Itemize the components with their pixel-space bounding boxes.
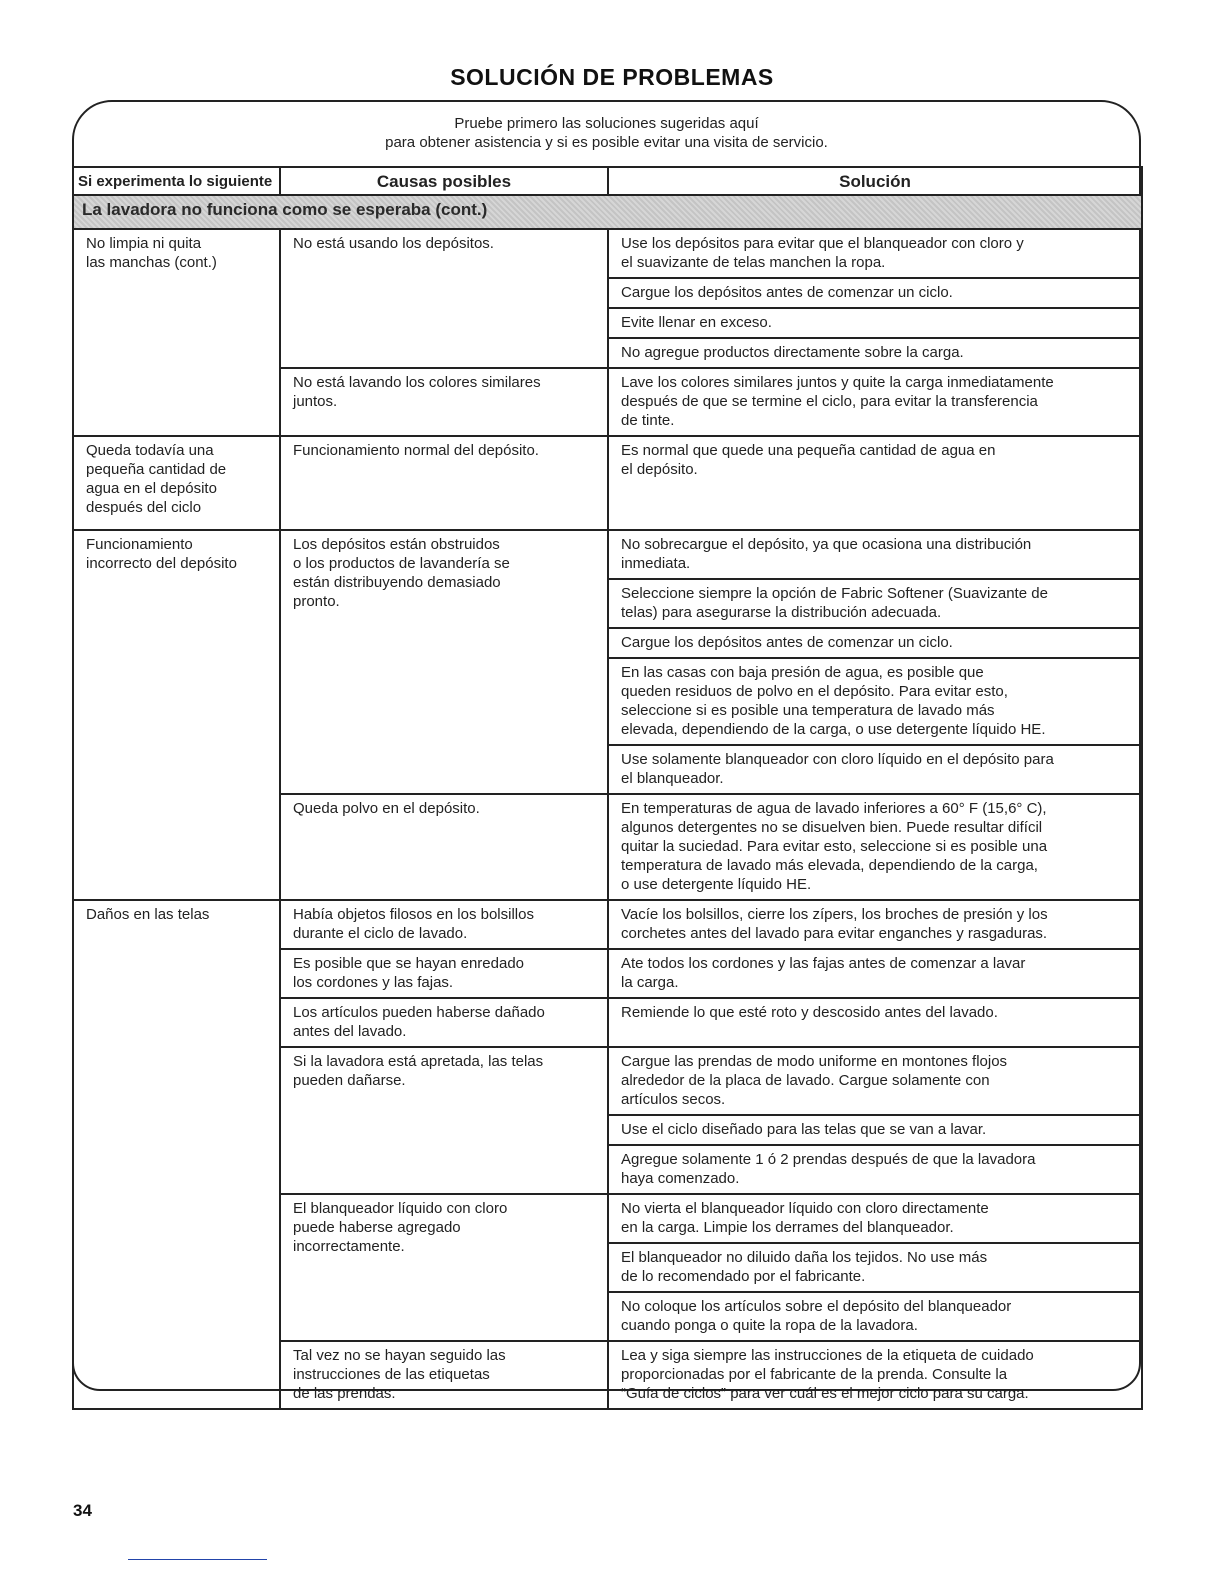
cell-symptom: Daños en las telas: [73, 900, 280, 1409]
cell-solution: Lea y siga siempre las instrucciones de la etiqueta de cuidado proporcionadas por el fabricante de la prenda. Consulte la “Guía de ciclos” para ver cuál es el mejor ciclo para su carga.: [608, 1341, 1142, 1409]
cell-solution: Remiende lo que esté roto y descosido antes del lavado.: [608, 998, 1142, 1047]
cell-solution: Vacíe los bolsillos, cierre los zípers, los broches de presión y los corchetes antes del lavado para evitar enganches y rasgaduras.: [608, 900, 1142, 949]
cell-solution: Agregue solamente 1 ó 2 prendas después de que la lavadora haya comenzado.: [608, 1145, 1142, 1194]
cell-cause: Es posible que se hayan enredado los cordones y las fajas.: [280, 949, 608, 998]
cell-solution: El blanqueador no diluido daña los tejidos. No use más de lo recomendado por el fabricante.: [608, 1243, 1142, 1292]
cell-cause: Tal vez no se hayan seguido las instrucciones de las etiquetas de las prendas.: [280, 1341, 608, 1409]
header-cause: Causas posibles: [280, 167, 608, 195]
cell-solution: Es normal que quede una pequeña cantidad de agua en el depósito.: [608, 436, 1142, 530]
intro-line-2: para obtener asistencia y si es posible evitar una visita de servicio.: [385, 134, 828, 151]
table-row: [73, 530, 1142, 579]
cell-solution: Use el ciclo diseñado para las telas que se van a lavar.: [608, 1115, 1142, 1145]
cell-cause: Funcionamiento normal del depósito.: [280, 436, 608, 530]
cell-solution: Evite llenar en exceso.: [608, 308, 1142, 338]
cell-cause: Había objetos filosos en los bolsillos durante el ciclo de lavado.: [280, 900, 608, 949]
cell-cause: Los depósitos están obstruidos o los productos de lavandería se están distribuyendo demasiado pronto.: [280, 530, 608, 794]
cell-solution: No coloque los artículos sobre el depósito del blanqueador cuando ponga o quite la ropa de la lavadora.: [608, 1292, 1142, 1341]
page-title: SOLUCIÓN DE PROBLEMAS: [450, 64, 774, 90]
troubleshooting-table: [72, 166, 1143, 1410]
cell-solution: No agregue productos directamente sobre la carga.: [608, 338, 1142, 368]
cell-solution: Lave los colores similares juntos y quite la carga inmediatamente después de que se termine el ciclo, para evitar la transferencia de tinte.: [608, 368, 1142, 436]
cell-solution: Use los depósitos para evitar que el blanqueador con cloro y el suavizante de telas manchen la ropa.: [608, 229, 1142, 278]
cell-cause: Si la lavadora está apretada, las telas pueden dañarse.: [280, 1047, 608, 1194]
header-solution: Solución: [608, 167, 1142, 195]
header-symptom: Si experimenta lo siguiente: [73, 167, 280, 195]
cell-cause: Los artículos pueden haberse dañado antes del lavado.: [280, 998, 608, 1047]
cell-solution: No sobrecargue el depósito, ya que ocasiona una distribución inmediata.: [608, 530, 1142, 579]
cell-solution: Cargue los depósitos antes de comenzar un ciclo.: [608, 628, 1142, 658]
footer-rule: [128, 1559, 267, 1560]
table-row: [73, 436, 1142, 530]
cell-solution: En temperaturas de agua de lavado inferiores a 60° F (15,6° C), algunos detergentes no se disuelven bien. Puede resultar difícil quitar la suciedad. Para evitar esto, seleccione si es posible una temperatura de lavado más elevada, dependiendo de la carga, o use detergente líquido HE.: [608, 794, 1142, 900]
table-row: [73, 229, 1142, 278]
cell-symptom: No limpia ni quita las manchas (cont.): [73, 229, 280, 436]
page-number: 34: [73, 1501, 92, 1520]
table-row: [73, 900, 1142, 949]
cell-symptom: Queda todavía una pequeña cantidad de agua en el depósito después del ciclo: [73, 436, 280, 530]
cell-solution: Use solamente blanqueador con cloro líquido en el depósito para el blanqueador.: [608, 745, 1142, 794]
section-heading: La lavadora no funciona como se esperaba (cont.): [73, 195, 1142, 229]
cell-solution: Ate todos los cordones y las fajas antes de comenzar a lavar la carga.: [608, 949, 1142, 998]
intro-text: [72, 114, 1141, 152]
cell-cause: No está usando los depósitos.: [280, 229, 608, 368]
cell-cause: No está lavando los colores similares juntos.: [280, 368, 608, 436]
intro-line-1: Pruebe primero las soluciones sugeridas aquí: [454, 115, 759, 132]
cell-solution: Cargue las prendas de modo uniforme en montones flojos alrededor de la placa de lavado. Cargue solamente con artículos secos.: [608, 1047, 1142, 1115]
cell-solution: Seleccione siempre la opción de Fabric Softener (Suavizante de telas) para asegurarse la distribución adecuada.: [608, 579, 1142, 628]
cell-cause: Queda polvo en el depósito.: [280, 794, 608, 900]
cell-cause: El blanqueador líquido con cloro puede haberse agregado incorrectamente.: [280, 1194, 608, 1341]
cell-solution: No vierta el blanqueador líquido con cloro directamente en la carga. Limpie los derrames del blanqueador.: [608, 1194, 1142, 1243]
cell-symptom: Funcionamiento incorrecto del depósito: [73, 530, 280, 900]
cell-solution: Cargue los depósitos antes de comenzar un ciclo.: [608, 278, 1142, 308]
cell-solution: En las casas con baja presión de agua, es posible que queden residuos de polvo en el depósito. Para evitar esto, seleccione si es posible una temperatura de lavado más elevada, dependiendo de la carga, o use detergente líquido HE.: [608, 658, 1142, 745]
